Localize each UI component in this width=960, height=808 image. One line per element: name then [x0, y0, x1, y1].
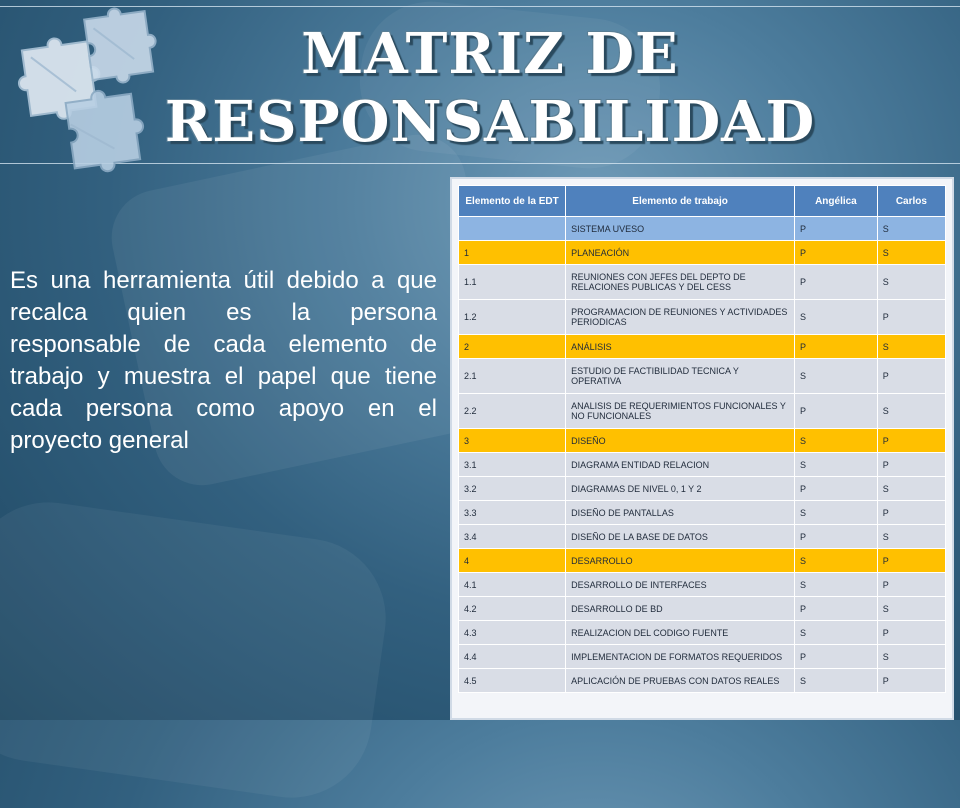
cell-edt-id: 3.4: [459, 525, 566, 549]
table-row: [459, 477, 946, 501]
cell-carlos-role: P: [877, 359, 945, 394]
cell-edt-id: 3.1: [459, 453, 566, 477]
table-row: [459, 501, 946, 525]
cell-work-element: PLANEACIÓN: [566, 241, 795, 265]
background-puzzle-shape: [0, 492, 396, 808]
cell-work-element: DIAGRAMAS DE NIVEL 0, 1 Y 2: [566, 477, 795, 501]
table-row: [459, 359, 946, 394]
cell-work-element: DESARROLLO DE BD: [566, 597, 795, 621]
table-header-row: [459, 186, 946, 217]
cell-work-element: APLICACIÓN DE PRUEBAS CON DATOS REALES: [566, 669, 795, 693]
cell-carlos-role: P: [877, 549, 945, 573]
slide-body-text: Es una herramienta útil debido a que recalca quien es la persona responsable de cada elemento de trabajo y muestra el papel que tiene cada persona como apoyo en el proyecto general: [10, 267, 437, 454]
table-row: [459, 335, 946, 359]
cell-edt-id: 3: [459, 429, 566, 453]
table-row: [459, 573, 946, 597]
cell-work-element: DESARROLLO DE INTERFACES: [566, 573, 795, 597]
cell-work-element: REUNIONES CON JEFES DEL DEPTO DE RELACIONES PUBLICAS Y DEL CESS: [566, 265, 795, 300]
column-header-carlos: Carlos: [877, 186, 945, 217]
cell-edt-id: 4.1: [459, 573, 566, 597]
cell-work-element: ANÁLISIS: [566, 335, 795, 359]
cell-edt-id: 2.1: [459, 359, 566, 394]
cell-angelica-role: P: [795, 477, 878, 501]
column-header-edt: Elemento de la EDT: [459, 186, 566, 217]
cell-angelica-role: S: [795, 429, 878, 453]
table-row: [459, 669, 946, 693]
cell-angelica-role: S: [795, 549, 878, 573]
cell-work-element: DIAGRAMA ENTIDAD RELACION: [566, 453, 795, 477]
cell-angelica-role: P: [795, 394, 878, 429]
cell-edt-id: 1: [459, 241, 566, 265]
cell-carlos-role: S: [877, 645, 945, 669]
cell-edt-id: 1.2: [459, 300, 566, 335]
table-row: [459, 645, 946, 669]
cell-carlos-role: S: [877, 265, 945, 300]
table-row: [459, 525, 946, 549]
cell-angelica-role: P: [795, 241, 878, 265]
cell-angelica-role: P: [795, 335, 878, 359]
cell-work-element: ANALISIS DE REQUERIMIENTOS FUNCIONALES Y NO FUNCIONALES: [566, 394, 795, 429]
cell-edt-id: 4.3: [459, 621, 566, 645]
cell-work-element: DESARROLLO: [566, 549, 795, 573]
responsibility-table: [458, 185, 946, 693]
cell-edt-id: 2: [459, 335, 566, 359]
cell-carlos-role: S: [877, 477, 945, 501]
cell-edt-id: 4.4: [459, 645, 566, 669]
cell-angelica-role: S: [795, 501, 878, 525]
column-header-work: Elemento de trabajo: [566, 186, 795, 217]
cell-angelica-role: P: [795, 265, 878, 300]
cell-carlos-role: S: [877, 525, 945, 549]
cell-edt-id: [459, 217, 566, 241]
table-row: [459, 265, 946, 300]
slide-title-line-2: RESPONSABILIDAD: [164, 89, 816, 155]
cell-angelica-role: S: [795, 453, 878, 477]
cell-carlos-role: P: [877, 300, 945, 335]
table-row: [459, 394, 946, 429]
cell-work-element: IMPLEMENTACION DE FORMATOS REQUERIDOS: [566, 645, 795, 669]
cell-carlos-role: P: [877, 621, 945, 645]
cell-work-element: REALIZACION DEL CODIGO FUENTE: [566, 621, 795, 645]
cell-carlos-role: P: [877, 501, 945, 525]
cell-angelica-role: S: [795, 669, 878, 693]
table-row: [459, 621, 946, 645]
cell-carlos-role: S: [877, 241, 945, 265]
cell-carlos-role: P: [877, 573, 945, 597]
cell-angelica-role: P: [795, 597, 878, 621]
table-row: [459, 429, 946, 453]
column-header-angelica: Angélica: [795, 186, 878, 217]
cell-carlos-role: P: [877, 429, 945, 453]
cell-angelica-role: P: [795, 525, 878, 549]
cell-carlos-role: P: [877, 453, 945, 477]
cell-angelica-role: S: [795, 300, 878, 335]
cell-carlos-role: S: [877, 597, 945, 621]
table-row: [459, 597, 946, 621]
cell-work-element: DISEÑO: [566, 429, 795, 453]
slide-title-line-1: MATRIZ DE: [301, 21, 679, 87]
cell-carlos-role: S: [877, 335, 945, 359]
slide-title: [150, 20, 830, 156]
table-row: [459, 241, 946, 265]
cell-carlos-role: S: [877, 394, 945, 429]
cell-work-element: DISEÑO DE PANTALLAS: [566, 501, 795, 525]
cell-edt-id: 2.2: [459, 394, 566, 429]
cell-edt-id: 4: [459, 549, 566, 573]
cell-angelica-role: S: [795, 573, 878, 597]
cell-angelica-role: S: [795, 359, 878, 394]
cell-carlos-role: S: [877, 217, 945, 241]
table-row: [459, 549, 946, 573]
cell-edt-id: 4.2: [459, 597, 566, 621]
table-row: [459, 217, 946, 241]
cell-work-element: ESTUDIO DE FACTIBILIDAD TECNICA Y OPERATIVA: [566, 359, 795, 394]
cell-angelica-role: S: [795, 621, 878, 645]
cell-edt-id: 3.3: [459, 501, 566, 525]
table-body: [459, 217, 946, 693]
cell-angelica-role: P: [795, 217, 878, 241]
table-row: [459, 300, 946, 335]
table-row: [459, 453, 946, 477]
responsibility-matrix: [450, 177, 954, 720]
puzzle-pieces-icon: [6, 2, 166, 177]
cell-carlos-role: P: [877, 669, 945, 693]
cell-edt-id: 4.5: [459, 669, 566, 693]
cell-edt-id: 1.1: [459, 265, 566, 300]
cell-work-element: PROGRAMACION DE REUNIONES Y ACTIVIDADES PERIODICAS: [566, 300, 795, 335]
cell-work-element: SISTEMA UVESO: [566, 217, 795, 241]
cell-work-element: DISEÑO DE LA BASE DE DATOS: [566, 525, 795, 549]
cell-edt-id: 3.2: [459, 477, 566, 501]
cell-angelica-role: P: [795, 645, 878, 669]
